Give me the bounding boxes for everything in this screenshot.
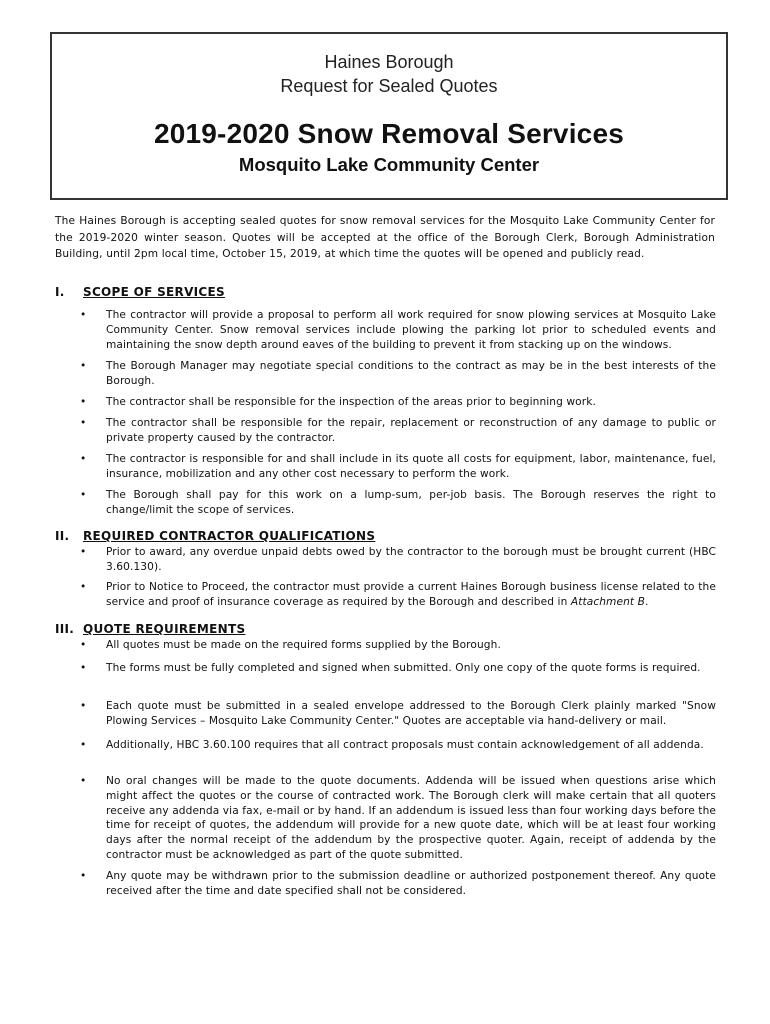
section-title: SCOPE OF SERVICES: [83, 285, 225, 299]
list-item-text-main: Prior to Notice to Proceed, the contractor must provide a current Haines Borough business license related to the service and proof of insurance coverage as required by the Borough and described in: [106, 581, 716, 608]
bullet-icon: •: [80, 489, 87, 501]
list-item-text: The contractor is responsible for and shall include in its quote all costs for equipment, labor, maintenance, fuel, insurance, mobilization and any other cost necessary to perform the work.: [106, 453, 716, 480]
list-item-text: Additionally, HBC 3.60.100 requires that all contract proposals must contain acknowledgement of all addenda.: [106, 739, 704, 751]
bullet-icon: •: [80, 417, 87, 429]
document-title: 2019-2020 Snow Removal Services: [153, 118, 625, 149]
section-title: QUOTE REQUIREMENTS: [83, 622, 246, 636]
bullet-icon: •: [80, 309, 87, 321]
list-item-text: The forms must be fully completed and signed when submitted. Only one copy of the quote forms is required.: [106, 662, 701, 674]
header-organization: Haines Borough: [324, 52, 454, 72]
bullet-icon: •: [80, 546, 87, 558]
section-title: REQUIRED CONTRACTOR QUALIFICATIONS: [83, 529, 376, 543]
bullet-icon: •: [80, 775, 87, 787]
list-item-text: All quotes must be made on the required forms supplied by the Borough.: [106, 639, 501, 651]
bullet-icon: •: [80, 700, 87, 712]
list-item-text: Prior to award, any overdue unpaid debts owed by the contractor to the borough must be brought current (HBC 3.60.130).: [106, 546, 716, 573]
section-number: I.: [55, 285, 65, 299]
title-box: [50, 32, 728, 200]
section-heading-qualifications: [55, 529, 375, 543]
document-subtitle: Mosquito Lake Community Center: [238, 154, 540, 175]
list-item-text: No oral changes will be made to the quote documents. Addenda will be issued when questions arise which might affect the quotes or the course of contracted work. The Borough clerk will make certain that all quoters receive any addenda via fax, e-mail or by hand. If an addendum is issued less than four working days before the time for receipt of quotes, the addendum will provide for a new quote date, which will be at least four working days after the normal receipt of the addendum by the prospective quoter. Again, receipt of addenda by the contractor must be acknowledged as part of the quote submitted.: [106, 775, 716, 861]
bullet-icon: •: [80, 870, 87, 882]
bullet-icon: •: [80, 639, 87, 651]
list-item-text: [106, 580, 716, 610]
list-item-text: The Borough Manager may negotiate special conditions to the contract as may be in the best interests of the Borough.: [106, 360, 716, 387]
attachment-reference: Attachment B: [570, 596, 646, 608]
bullet-icon: •: [80, 396, 87, 408]
bullet-icon: •: [80, 360, 87, 372]
section-number: III.: [55, 622, 75, 636]
list-item-text: Each quote must be submitted in a sealed envelope addressed to the Borough Clerk plainly marked "Snow Plowing Services – Mosquito Lake Community Center." Quotes are acceptable via hand-delivery or mail.: [106, 700, 716, 727]
list-item-text: Any quote may be withdrawn prior to the submission deadline or authorized postponement thereof. Any quote received after the time and date specified shall not be considered.: [106, 870, 716, 897]
list-item-text: The Borough shall pay for this work on a lump-sum, per-job basis. The Borough reserves the right to change/limit the scope of services.: [106, 489, 716, 516]
bullet-icon: •: [80, 581, 87, 593]
bullet-icon: •: [80, 662, 87, 674]
header-request-type: Request for Sealed Quotes: [280, 76, 498, 96]
list-item-text: The contractor shall be responsible for the inspection of the areas prior to beginning work.: [106, 396, 596, 408]
bullet-icon: •: [80, 453, 87, 465]
intro-paragraph: The Haines Borough is accepting sealed quotes for snow removal services for the Mosquito Lake Community Center for the 2019-2020 winter season. Quotes will be accepted at the office of the Borough Clerk, Borough Administration Building, until 2pm local time, October 15, 2019, at which time the quotes will be opened and publicly read.: [55, 215, 715, 260]
section-heading-quote-requirements: [55, 622, 245, 636]
section-heading-scope: [55, 285, 225, 299]
bullet-icon: •: [80, 739, 87, 751]
list-item-text: The contractor will provide a proposal to perform all work required for snow plowing services at Mosquito Lake Community Center. Snow removal services include plowing the parking lot prior to scheduled events and maintaining the snow depth around eaves of the building to prevent it from stacking up on the windows.: [106, 309, 716, 351]
sentence-end: .: [645, 596, 649, 608]
list-item-text: The contractor shall be responsible for the repair, replacement or reconstruction of any damage to public or private property caused by the contractor.: [106, 417, 716, 444]
section-number: II.: [55, 529, 70, 543]
